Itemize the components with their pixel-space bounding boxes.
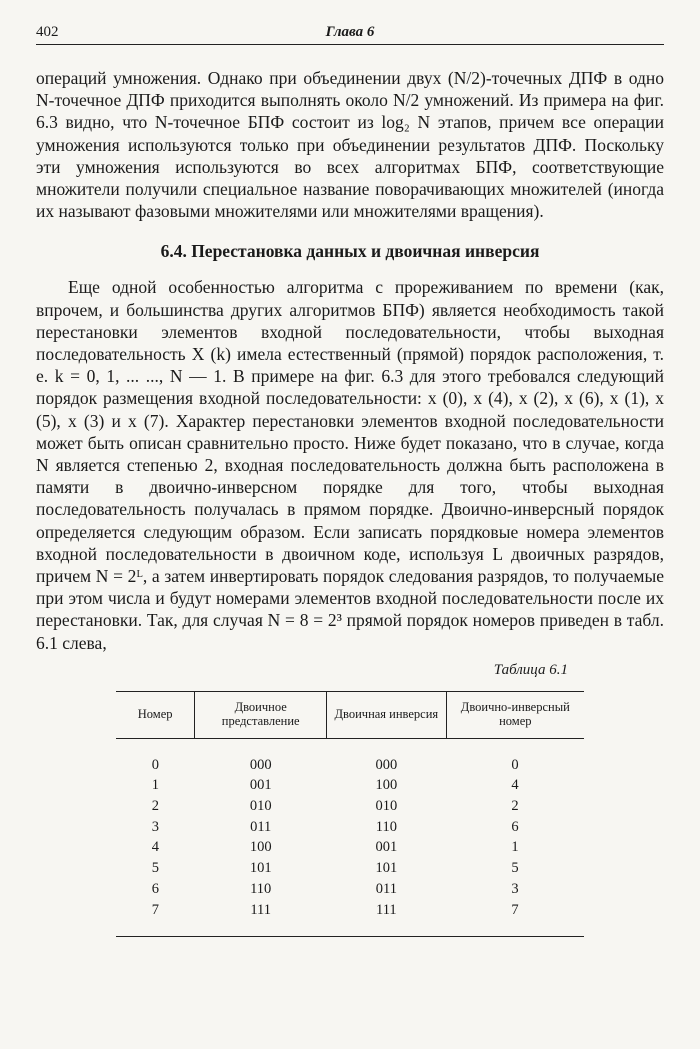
table-row [116, 817, 584, 838]
cell-binary: 001 [249, 777, 272, 794]
table-row [116, 838, 584, 859]
cell-number: 7 [151, 901, 160, 918]
header-inversion: Двоичная инверсия [327, 691, 447, 738]
cell-binary: 101 [249, 860, 272, 877]
header-number: Номер [137, 706, 173, 721]
cell-number: 5 [151, 860, 160, 877]
cell-inversion: 110 [375, 818, 397, 835]
table-row [116, 738, 584, 775]
cell-number: 6 [151, 880, 160, 897]
cell-reversed-number: 6 [511, 818, 519, 835]
cell-binary: 000 [249, 756, 272, 773]
section-heading: 6.4. Перестановка данных и двоичная инверсия [160, 241, 540, 262]
table-row [116, 776, 584, 797]
table-row [116, 900, 584, 937]
page-number: 402 [36, 24, 59, 40]
table-caption: Таблица 6.1 [493, 661, 568, 678]
cell-number: 2 [151, 798, 160, 815]
paragraph-bit-reversal: Еще одной особенностью алгоритма с прореживанием по времени (как, впрочем, и большинства других алгоритмов БПФ) является необходимость такой перестановки элементов входной последовательности, чтобы выходная последовательность X (k) имела естественный (прямой) порядок расположения, т. е. k = 0, 1, ... ..., N — 1. В примере на фиг. 6.3 для этого требовался следующий порядок размещения входной последовательности: x (0), x (4), x (2), x (6), x (1), x (5), x (3) и x (7). Характер перестановки элементов входной последовательности может быть описан сравнительно просто. Ниже будет показано, что в случае, когда N является степенью 2, входная последовательность должна быть расположена в памяти в двоично-инверсном порядке для того, чтобы выходная последовательность получалась в прямом порядке. Двоично-инверсный порядок определяется следующим образом. Если записать порядковые номера элементов входной последовательности в двоичном коде, используя L двоичных разрядов, причем N = 2ᴸ, а затем инвертировать порядок следования разрядов, то получаемые при этом числа и будут номерами элементов входной последовательности после их перестановки. Так, для случая N = 8 = 2³ прямой порядок номеров приведен в табл. 6.1 слева, [36, 277, 664, 653]
bit-reversal-table [116, 691, 584, 938]
cell-inversion: 000 [375, 756, 398, 773]
cell-binary: 010 [249, 798, 272, 815]
cell-binary: 100 [249, 839, 272, 856]
table-header-row [116, 691, 584, 738]
cell-inversion: 100 [375, 777, 398, 794]
table-row [116, 858, 584, 879]
cell-reversed-number: 7 [511, 901, 519, 918]
table-body [116, 738, 584, 937]
cell-reversed-number: 3 [511, 880, 519, 897]
cell-reversed-number: 5 [511, 860, 519, 877]
cell-binary: 011 [250, 818, 272, 835]
cell-binary: 111 [250, 901, 272, 918]
cell-reversed-number: 4 [511, 777, 519, 794]
table-row [116, 879, 584, 900]
header-binary: Двоичное представление [195, 691, 327, 738]
header-reversed-number: Двоично-инверсный номер [446, 691, 584, 738]
cell-number: 0 [151, 756, 160, 773]
chapter-title: Глава 6 [325, 24, 375, 40]
cell-inversion: 111 [376, 901, 397, 918]
cell-inversion: 001 [375, 839, 398, 856]
paragraph-intro: операций умножения. Однако при объединении двух (N/2)-точечных ДПФ в одно N-точечное ДПФ приходится выполнять около N/2 умножений. Из примера на фиг. 6.3 видно, что N-точечное БПФ состоит из log₂ N этапов, причем все операции умножения используются только при объединении результатов ДПФ. Поскольку эти умножения используются во всех алгоритмах БПФ, соответствующие множители получили специальное название поворачивающих множителей (иногда их называют фазовыми множителями или множителями вращения). [36, 68, 664, 222]
cell-reversed-number: 0 [511, 756, 519, 773]
cell-number: 1 [151, 777, 160, 794]
cell-number: 4 [151, 839, 160, 856]
running-head [36, 22, 664, 45]
cell-reversed-number: 1 [511, 839, 519, 856]
cell-inversion: 011 [375, 880, 397, 897]
book-page [36, 22, 664, 937]
cell-inversion: 010 [375, 798, 398, 815]
cell-inversion: 101 [375, 860, 398, 877]
cell-reversed-number: 2 [511, 798, 519, 815]
cell-binary: 110 [250, 880, 272, 897]
cell-number: 3 [151, 818, 160, 835]
table-row [116, 796, 584, 817]
